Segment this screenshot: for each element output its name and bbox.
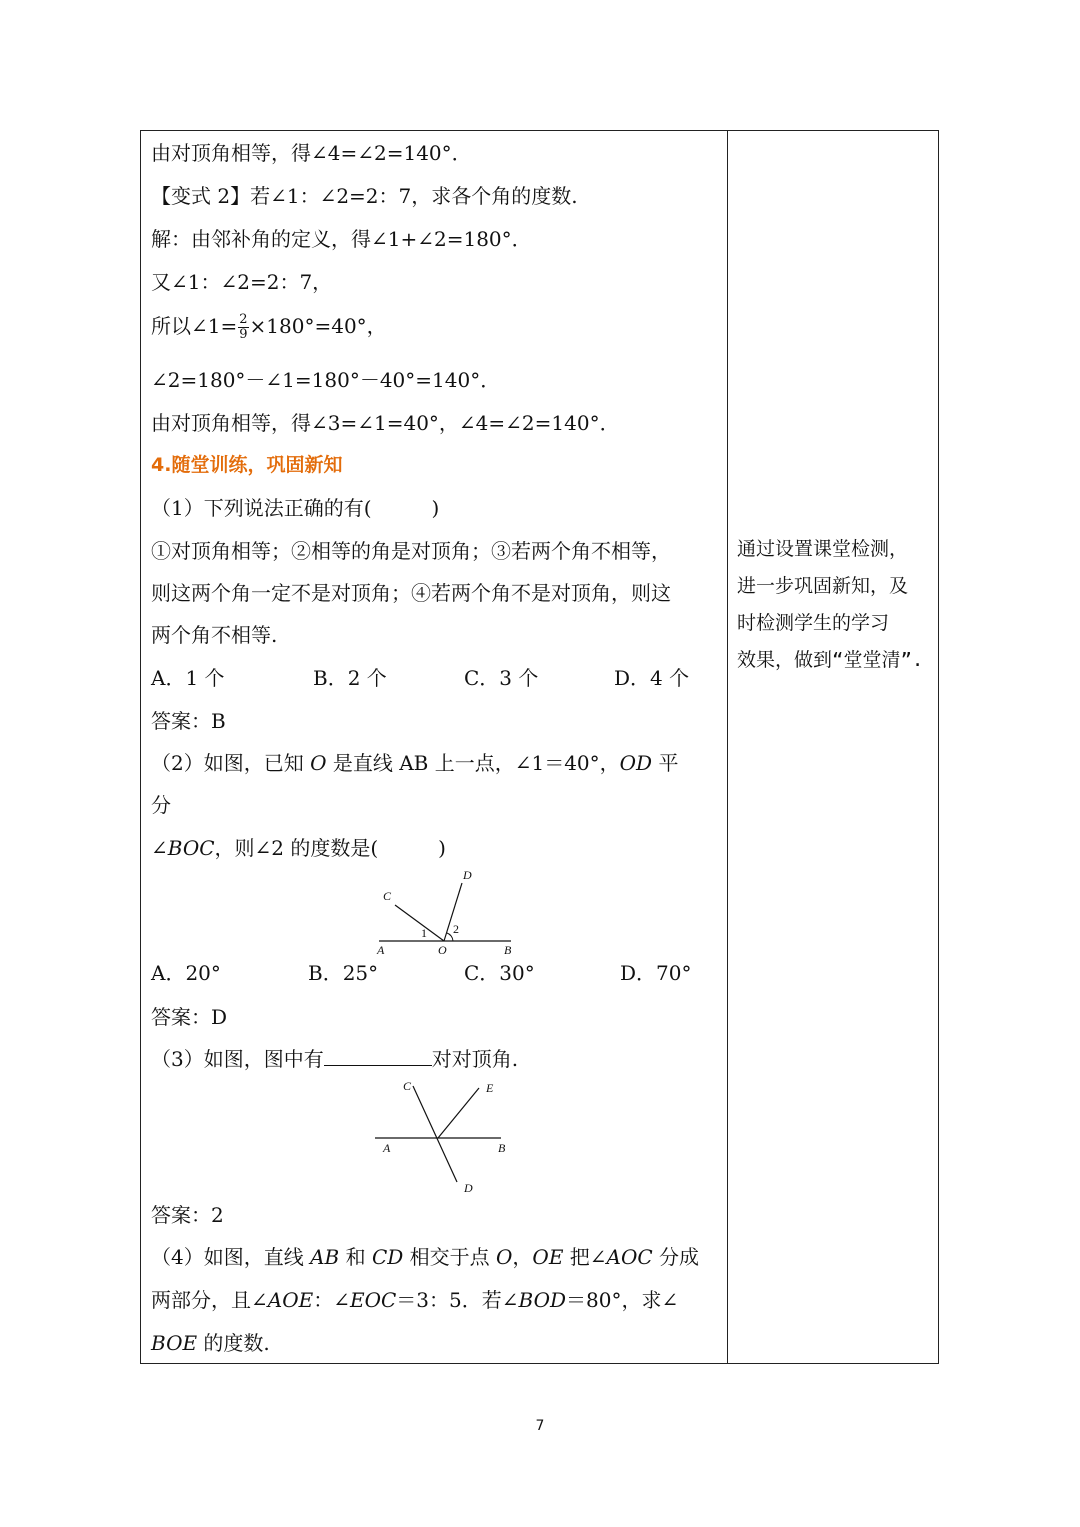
q2-stem-cont: [151, 834, 446, 862]
q2-answer: 答案：D: [151, 1005, 228, 1029]
fraction-line: [151, 312, 387, 342]
label-angle-2: 2: [453, 922, 459, 936]
q1-choice-b: B．2 个: [313, 666, 387, 690]
variant-2-title: 【变式 2】若∠1：∠2=2：7，求各个角的度数.: [151, 184, 578, 208]
text-segment: ＝80°，求∠: [566, 1288, 679, 1312]
text-segment: ×180°=40°，: [249, 314, 387, 338]
q4-stem: [151, 1243, 699, 1271]
q1-choice-d: D．4 个: [614, 666, 690, 690]
section-heading: 4.随堂训练，巩固新知: [151, 454, 343, 476]
text-line: 解：由邻补角的定义，得∠1+∠2=180°．: [151, 227, 532, 251]
text-segment: （2）如图，已知: [151, 751, 311, 775]
q1-answer: 答案：B: [151, 709, 226, 733]
q1-stem: （1）下列说法正确的有( ): [151, 496, 440, 520]
lesson-table: [140, 130, 939, 1364]
angle-aoc: AOC: [606, 1245, 653, 1269]
line-cd-ref: CD: [371, 1245, 404, 1269]
angle-aoe: AOE: [267, 1288, 314, 1312]
q2-choice-c: C．30°: [464, 961, 535, 985]
q1-text: ①对顶角相等；②相等的角是对顶角；③若两个角不相等，: [151, 539, 671, 563]
fraction: [238, 313, 248, 342]
text-segment: ，: [512, 1245, 533, 1269]
text-segment: 把∠: [563, 1245, 607, 1269]
line-cd: [413, 1086, 457, 1182]
angle-boc: ∠BOC: [151, 836, 215, 860]
text-segment: 平: [652, 751, 679, 775]
text-segment: 和: [339, 1245, 372, 1269]
text-segment: 是直线 AB 上一点，∠1＝40°，: [326, 751, 620, 775]
q4-stem-cont: [151, 1329, 270, 1357]
text-segment: ＝3：5．若∠: [396, 1288, 519, 1312]
label-e: E: [486, 1081, 494, 1095]
q1-choice-a: A．1 个: [151, 666, 225, 690]
ray-oe-ref: OE: [532, 1245, 564, 1269]
text-segment: 分成: [652, 1245, 700, 1269]
line-ab-ref: AB: [310, 1245, 340, 1269]
text-line: ∠2=180°－∠1=180°－40°=140°．: [151, 368, 501, 392]
label-d: D: [463, 868, 472, 882]
text-line: 由对顶角相等，得∠4=∠2=140°．: [151, 141, 472, 165]
text-segment: 的度数.: [197, 1331, 270, 1355]
label-c: C: [403, 1079, 412, 1093]
label-b: B: [498, 1141, 506, 1155]
page-number: 7: [535, 1418, 545, 1434]
ray-oc: [395, 905, 444, 941]
fraction-denominator: 9: [239, 327, 248, 342]
text-segment: 对对顶角.: [431, 1047, 519, 1071]
text-segment: 相交于点: [403, 1245, 497, 1269]
text-segment: 所以∠1=: [151, 314, 238, 338]
label-c: C: [383, 889, 392, 903]
q1-text: 两个角不相等.: [151, 623, 278, 647]
text-segment: （3）如图，图中有: [151, 1047, 324, 1071]
q3-stem: [151, 1045, 518, 1073]
text-segment: ，则∠2 的度数是( ): [214, 836, 446, 860]
q2-choice-a: A．20°: [151, 961, 221, 985]
q2-stem: [151, 749, 678, 777]
angle-bod: BOD: [518, 1288, 567, 1312]
text-segment: （4）如图，直线: [151, 1245, 311, 1269]
q1-choice-c: C．3 个: [464, 666, 539, 690]
figure-angle-bisector: [361, 865, 521, 957]
point-o: O: [496, 1245, 513, 1269]
answer-blank: [324, 1047, 432, 1066]
text-segment: 两部分，且∠: [151, 1288, 268, 1312]
q4-stem-cont: [151, 1286, 678, 1314]
label-o: O: [438, 943, 447, 957]
side-column: [737, 531, 933, 679]
label-d: D: [464, 1181, 473, 1195]
q2-choice-d: D．70°: [620, 961, 692, 985]
figure-vertical-angles: [371, 1076, 511, 1196]
text-segment: ：∠: [313, 1288, 350, 1312]
q1-text: 则这两个角一定不是对顶角；④若两个角不是对顶角，则这: [151, 581, 671, 605]
design-intent-note: 通过设置课堂检测， 进一步巩固新知，及 时检测学生的学习 效果，做到“堂堂清”.: [737, 538, 924, 671]
q2-choice-b: B．25°: [308, 961, 379, 985]
point-o: O: [310, 751, 327, 775]
text-line: 由对顶角相等，得∠3=∠1=40°，∠4=∠2=140°．: [151, 411, 620, 435]
label-a: A: [383, 1141, 391, 1155]
text-line: 又∠1：∠2=2：7，: [151, 270, 333, 294]
angle-boe: BOE: [151, 1331, 198, 1355]
label-a: A: [377, 943, 385, 957]
column-divider: [727, 131, 728, 1363]
angle-eoc: EOC: [349, 1288, 397, 1312]
fraction-numerator: 2: [239, 312, 248, 327]
q3-answer: 答案：2: [151, 1203, 224, 1227]
ray-od: OD: [619, 751, 653, 775]
label-b: B: [504, 943, 512, 957]
label-angle-1: 1: [421, 926, 427, 940]
ray-oe: [438, 1088, 479, 1138]
q2-stem-cont: 分: [151, 793, 171, 817]
